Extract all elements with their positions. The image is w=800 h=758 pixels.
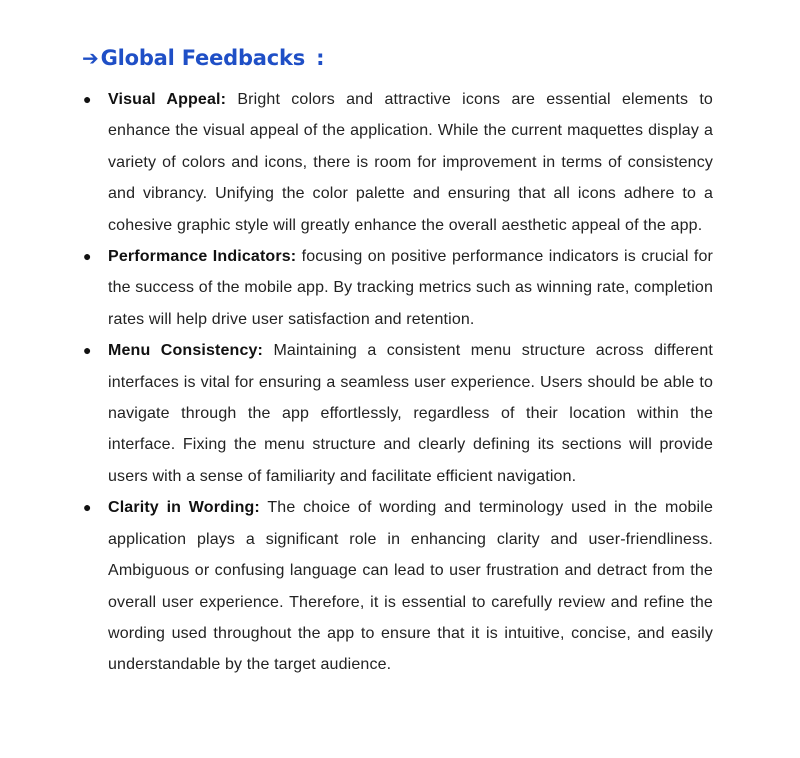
list-item: [82, 84, 713, 241]
feedback-list: [82, 84, 713, 681]
heading-colon: :: [316, 46, 325, 70]
section-heading: [82, 46, 324, 70]
list-item: [82, 335, 713, 492]
item-text: Bright colors and attractive icons are essential elements to enhance the visual appeal of the application. While the current maquettes display a variety of colors and icons, there is room for improvement in terms of consistency and vibrancy. Unifying the color palette and ensuring that all icons adhere to a cohesive graphic style will greatly enhance the overall aesthetic appeal of the app.: [108, 91, 713, 234]
list-item: [82, 241, 713, 335]
item-label: Performance Indicators:: [108, 248, 297, 266]
item-label: Menu Consistency:: [108, 342, 264, 360]
heading-title: Global Feedbacks: [100, 46, 306, 70]
arrow-right-icon: ➔: [82, 46, 99, 70]
item-text: focusing on positive performance indicators is crucial for the success of the mobile app. By tracking metrics such as winning rate, completion rates will help drive user satisfaction and retention.: [108, 248, 713, 328]
bullet-icon: ●: [83, 342, 92, 359]
bullet-icon: ●: [83, 91, 92, 107]
item-text: The choice of wording and terminology used in the mobile application plays a significant role in enhancing clarity and user-friendliness. Ambiguous or confusing language can lead to user frustration and detract from the overall user experience. Therefore, it is essential to carefully review and refine the wording used throughout the app to ensure that it is intuitive, concise, and easily understandable by the target audience.: [108, 499, 713, 674]
bullet-icon: ●: [83, 499, 92, 516]
item-label: Visual Appeal:: [108, 91, 227, 108]
item-label: Clarity in Wording:: [108, 499, 260, 517]
item-text: Maintaining a consistent menu structure across different interfaces is vital for ensuring a seamless user experience. Users should be able to navigate through the app effortlessly, regardless of their location within the interface. Fixing the menu structure and clearly defining its sections will provide users with a sense of familiarity and facilitate efficient navigation.: [108, 342, 713, 485]
bullet-icon: ●: [83, 248, 92, 265]
list-item: [82, 492, 713, 680]
